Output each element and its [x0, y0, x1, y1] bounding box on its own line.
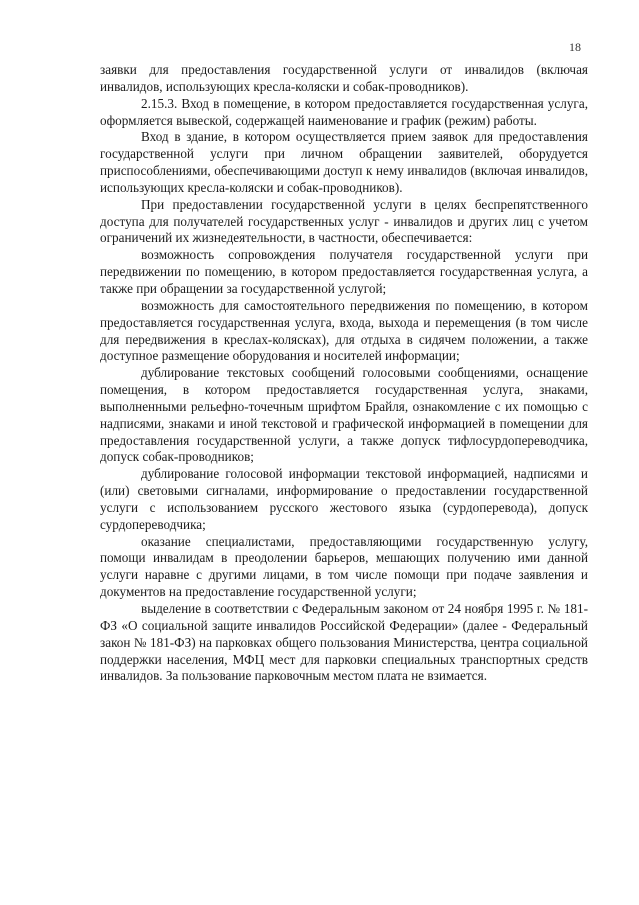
document-body — [100, 62, 588, 685]
list-item-text-duplication: дублирование текстовых сообщений голосовыми сообщениями, оснащение помещения, в котором предоставляется государственная услуга, знаками, выполненными рельефно-точечным шрифтом Брайля, ознакомление с их помощью с надписями, знаками и иной текстовой и графической информацией в помещении для предоставления государственной услуги, а также допуск тифлосурдопереводчика, допуск собак-проводников; — [100, 365, 588, 465]
list-item-parking: выделение в соответствии с Федеральным законом от 24 ноября 1995 г. № 181-ФЗ «О социальной защите инвалидов Российской Федерации» (далее - Федеральный закон № 181-ФЗ) на парковках общего пользования Министерства, центра социальной поддержки населения, МФЦ мест для парковки специальных транспортных средств инвалидов. За пользование парковочным местом плата не взимается. — [100, 601, 588, 684]
paragraph-accessibility-intro: При предоставлении государственной услуги в целях беспрепятственного доступа для получателей государственных услуг - инвалидов и других лиц с учетом ограничений их жизнедеятельности, в частности, обеспечивается: — [100, 196, 588, 246]
paragraph-2-15-3: 2.15.3. Вход в помещение, в котором предоставляется государственная услуга, оформляется вывеской, содержащей наименование и график (режим) работы. — [100, 95, 588, 128]
list-item-escort: возможность сопровождения получателя государственной услуги при передвижении по помещению, в котором предоставляется государственная услуга, а также при обращении за государственной услугой; — [100, 247, 588, 296]
page-number: 18 — [569, 40, 581, 54]
list-item-independent-movement: возможность для самостоятельного передвижения по помещению, в котором предоставляется государственная услуга, входа, выхода и перемещения (в том числе для передвижения в креслах-колясках), для отдыха в сидячем положении, а также доступное размещение оборудования и носителей информации; — [100, 297, 588, 364]
list-item-specialist-assistance: оказание специалистами, предоставляющими государственную услугу, помощи инвалидам в преодолении барьеров, мешающих получению ими данной услуги наравне с другими лицами, в том числе помощи при подаче заявления и документов на предоставление государственной услуги; — [100, 533, 588, 600]
list-item-voice-duplication: дублирование голосовой информации текстовой информацией, надписями и (или) световыми сигналами, информирование о предоставлении государственной услуги с использованием русского жестового языка (сурдоперевода), допуск сурдопереводчика; — [100, 466, 588, 532]
paragraph-continuation: заявки для предоставления государственной услуги от инвалидов (включая инвалидов, использующих кресла-коляски и собак-проводников). — [100, 62, 588, 94]
paragraph-building-entrance: Вход в здание, в котором осуществляется прием заявок для предоставления государственной услуги при личном обращении заявителей, оборудуется приспособлениями, обеспечивающими доступ к нему инвалидов (включая инвалидов, использующих кресла-коляски и собак-проводников). — [100, 129, 588, 195]
